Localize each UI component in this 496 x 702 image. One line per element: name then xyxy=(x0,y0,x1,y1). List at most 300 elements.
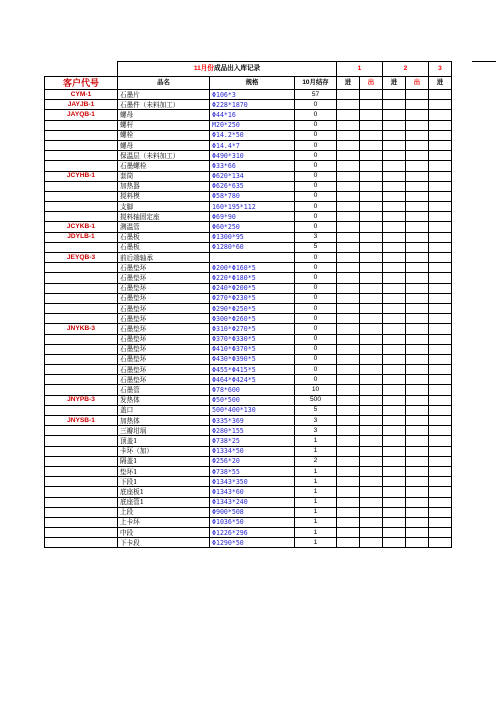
row-name-cell[interactable]: 顶盖1 xyxy=(118,436,210,446)
out-entry-cell[interactable] xyxy=(360,354,383,364)
row-code-cell[interactable]: JDYLB-1 xyxy=(45,232,118,242)
row-stock-cell[interactable]: 0 xyxy=(295,283,337,293)
row-code-cell[interactable] xyxy=(45,466,118,476)
out-entry-cell[interactable] xyxy=(360,140,383,150)
out-entry-cell[interactable] xyxy=(406,90,429,100)
in-entry-cell[interactable] xyxy=(337,334,360,344)
out-entry-cell[interactable] xyxy=(360,385,383,395)
in-entry-cell[interactable] xyxy=(429,456,452,466)
row-stock-cell[interactable]: 0 xyxy=(295,151,337,161)
row-spec-cell[interactable]: M20*250 xyxy=(210,120,295,130)
in-entry-cell[interactable] xyxy=(337,436,360,446)
out-entry-cell[interactable] xyxy=(406,517,429,527)
row-code-cell[interactable] xyxy=(45,538,118,548)
in-entry-cell[interactable] xyxy=(383,354,406,364)
row-name-cell[interactable]: 石墨板 xyxy=(118,232,210,242)
in-entry-cell[interactable] xyxy=(429,90,452,100)
in-entry-cell[interactable] xyxy=(383,507,406,517)
in-entry-cell[interactable] xyxy=(337,222,360,232)
in-entry-cell[interactable] xyxy=(383,416,406,426)
row-name-cell[interactable]: 套筒 xyxy=(118,171,210,181)
row-spec-cell[interactable]: Φ464*Φ424*5 xyxy=(210,375,295,385)
row-name-cell[interactable]: 石墨垫环 xyxy=(118,334,210,344)
in-entry-cell[interactable] xyxy=(337,120,360,130)
row-spec-cell[interactable]: Φ220*Φ180*5 xyxy=(210,273,295,283)
out-entry-cell[interactable] xyxy=(360,436,383,446)
row-stock-cell[interactable]: 1 xyxy=(295,507,337,517)
row-name-cell[interactable]: 加热体 xyxy=(118,416,210,426)
row-spec-cell[interactable]: Φ50*500 xyxy=(210,395,295,405)
row-stock-cell[interactable]: 0 xyxy=(295,181,337,191)
in-entry-cell[interactable] xyxy=(429,334,452,344)
in-entry-cell[interactable] xyxy=(383,395,406,405)
in-entry-cell[interactable] xyxy=(383,477,406,487)
in-entry-cell[interactable] xyxy=(337,293,360,303)
in-entry-cell[interactable] xyxy=(383,487,406,497)
in-entry-cell[interactable] xyxy=(337,314,360,324)
in-entry-cell[interactable] xyxy=(429,528,452,538)
row-name-cell[interactable]: 石墨垫环 xyxy=(118,365,210,375)
in-entry-cell[interactable] xyxy=(429,365,452,375)
in-entry-cell[interactable] xyxy=(337,212,360,222)
row-code-cell[interactable] xyxy=(45,517,118,527)
in-entry-cell[interactable] xyxy=(383,120,406,130)
in-entry-cell[interactable] xyxy=(383,314,406,324)
in-entry-cell[interactable] xyxy=(337,456,360,466)
out-entry-cell[interactable] xyxy=(406,507,429,517)
in-entry-cell[interactable] xyxy=(337,202,360,212)
in-entry-cell[interactable] xyxy=(429,181,452,191)
row-code-cell[interactable] xyxy=(45,202,118,212)
row-stock-cell[interactable]: 0 xyxy=(295,354,337,364)
out-entry-cell[interactable] xyxy=(406,456,429,466)
out-entry-cell[interactable] xyxy=(360,466,383,476)
out-entry-cell[interactable] xyxy=(360,283,383,293)
row-name-cell[interactable]: 搅料模 xyxy=(118,191,210,201)
row-name-cell[interactable]: 螺母 xyxy=(118,110,210,120)
out-entry-cell[interactable] xyxy=(406,477,429,487)
out-entry-cell[interactable] xyxy=(360,263,383,273)
row-name-cell[interactable]: 石墨螺栓 xyxy=(118,161,210,171)
row-spec-cell[interactable]: Φ1226*296 xyxy=(210,528,295,538)
out-entry-cell[interactable] xyxy=(406,253,429,263)
out-entry-cell[interactable] xyxy=(360,497,383,507)
in-entry-cell[interactable] xyxy=(337,416,360,426)
out-entry-cell[interactable] xyxy=(406,365,429,375)
row-stock-cell[interactable]: 0 xyxy=(295,191,337,201)
row-spec-cell[interactable]: Φ14.2*50 xyxy=(210,130,295,140)
row-spec-cell[interactable]: Φ626*635 xyxy=(210,181,295,191)
in-entry-cell[interactable] xyxy=(383,242,406,252)
out-entry-cell[interactable] xyxy=(360,416,383,426)
row-name-cell[interactable]: 发热体 xyxy=(118,395,210,405)
out-entry-cell[interactable] xyxy=(406,405,429,415)
in-entry-cell[interactable] xyxy=(383,283,406,293)
row-spec-cell[interactable]: Φ228*1870 xyxy=(210,100,295,110)
row-stock-cell[interactable]: 0 xyxy=(295,110,337,120)
row-code-cell[interactable]: JAYJB-1 xyxy=(45,100,118,110)
row-code-cell[interactable]: JNYPB-3 xyxy=(45,395,118,405)
in-entry-cell[interactable] xyxy=(337,477,360,487)
row-code-cell[interactable] xyxy=(45,140,118,150)
row-stock-cell[interactable]: 0 xyxy=(295,273,337,283)
row-spec-cell[interactable]: Φ270*Φ230*5 xyxy=(210,293,295,303)
out-entry-cell[interactable] xyxy=(360,344,383,354)
in-entry-cell[interactable] xyxy=(429,375,452,385)
row-code-cell[interactable] xyxy=(45,293,118,303)
out-entry-cell[interactable] xyxy=(360,171,383,181)
row-code-cell[interactable] xyxy=(45,344,118,354)
in-entry-cell[interactable] xyxy=(383,385,406,395)
row-spec-cell[interactable]: Φ1036*50 xyxy=(210,517,295,527)
in-entry-cell[interactable] xyxy=(337,253,360,263)
row-code-cell[interactable] xyxy=(45,181,118,191)
row-name-cell[interactable]: 石墨板 xyxy=(118,242,210,252)
out-entry-cell[interactable] xyxy=(406,161,429,171)
row-stock-cell[interactable]: 1 xyxy=(295,528,337,538)
row-spec-cell[interactable]: Φ1334*50 xyxy=(210,446,295,456)
row-stock-cell[interactable]: 0 xyxy=(295,161,337,171)
row-name-cell[interactable]: 石墨垫环 xyxy=(118,303,210,313)
out-entry-cell[interactable] xyxy=(406,202,429,212)
row-stock-cell[interactable]: 0 xyxy=(295,212,337,222)
out-entry-cell[interactable] xyxy=(406,283,429,293)
row-name-cell[interactable]: 上段 xyxy=(118,507,210,517)
out-entry-cell[interactable] xyxy=(406,334,429,344)
row-name-cell[interactable]: 中段 xyxy=(118,528,210,538)
out-entry-cell[interactable] xyxy=(406,222,429,232)
in-entry-cell[interactable] xyxy=(337,426,360,436)
in-entry-cell[interactable] xyxy=(383,110,406,120)
row-code-cell[interactable] xyxy=(45,212,118,222)
row-name-cell[interactable]: 底座板1 xyxy=(118,487,210,497)
out-entry-cell[interactable] xyxy=(406,344,429,354)
in-entry-cell[interactable] xyxy=(337,385,360,395)
row-stock-cell[interactable]: 0 xyxy=(295,202,337,212)
out-entry-cell[interactable] xyxy=(406,426,429,436)
in-entry-cell[interactable] xyxy=(337,405,360,415)
in-entry-cell[interactable] xyxy=(429,405,452,415)
out-entry-cell[interactable] xyxy=(360,405,383,415)
row-name-cell[interactable]: 石墨垫环 xyxy=(118,293,210,303)
row-name-cell[interactable]: 石墨件（未料加工） xyxy=(118,100,210,110)
row-spec-cell[interactable]: Φ106*3 xyxy=(210,90,295,100)
row-stock-cell[interactable]: 1 xyxy=(295,538,337,548)
row-name-cell[interactable]: 螺栓 xyxy=(118,130,210,140)
row-name-cell[interactable]: 上卡环 xyxy=(118,517,210,527)
row-stock-cell[interactable]: 0 xyxy=(295,303,337,313)
row-stock-cell[interactable]: 1 xyxy=(295,517,337,527)
row-spec-cell[interactable]: Φ1290*50 xyxy=(210,538,295,548)
row-code-cell[interactable]: CYM-1 xyxy=(45,90,118,100)
in-entry-cell[interactable] xyxy=(383,90,406,100)
in-entry-cell[interactable] xyxy=(383,436,406,446)
in-entry-cell[interactable] xyxy=(337,466,360,476)
in-entry-cell[interactable] xyxy=(429,344,452,354)
out-entry-cell[interactable] xyxy=(406,497,429,507)
in-entry-cell[interactable] xyxy=(429,120,452,130)
row-code-cell[interactable] xyxy=(45,477,118,487)
in-entry-cell[interactable] xyxy=(429,426,452,436)
row-stock-cell[interactable]: 3 xyxy=(295,232,337,242)
out-entry-cell[interactable] xyxy=(360,446,383,456)
out-entry-cell[interactable] xyxy=(406,314,429,324)
row-stock-cell[interactable]: 0 xyxy=(295,334,337,344)
in-entry-cell[interactable] xyxy=(429,253,452,263)
in-entry-cell[interactable] xyxy=(429,130,452,140)
row-name-cell[interactable]: 石墨垫环 xyxy=(118,324,210,334)
row-spec-cell[interactable]: Φ1300*95 xyxy=(210,232,295,242)
row-stock-cell[interactable]: 5 xyxy=(295,242,337,252)
row-code-cell[interactable]: JNYKB-3 xyxy=(45,324,118,334)
row-spec-cell[interactable]: Φ738*55 xyxy=(210,466,295,476)
out-entry-cell[interactable] xyxy=(360,375,383,385)
in-entry-cell[interactable] xyxy=(337,517,360,527)
in-entry-cell[interactable] xyxy=(337,528,360,538)
row-code-cell[interactable]: JEYQB-3 xyxy=(45,253,118,263)
out-entry-cell[interactable] xyxy=(360,395,383,405)
in-entry-cell[interactable] xyxy=(383,375,406,385)
in-entry-cell[interactable] xyxy=(429,477,452,487)
out-entry-cell[interactable] xyxy=(406,100,429,110)
in-entry-cell[interactable] xyxy=(337,375,360,385)
row-code-cell[interactable] xyxy=(45,497,118,507)
in-entry-cell[interactable] xyxy=(383,140,406,150)
row-name-cell[interactable]: 石墨垫环 xyxy=(118,344,210,354)
row-code-cell[interactable]: JAYQB-1 xyxy=(45,110,118,120)
out-entry-cell[interactable] xyxy=(360,181,383,191)
in-entry-cell[interactable] xyxy=(429,538,452,548)
row-code-cell[interactable] xyxy=(45,385,118,395)
row-spec-cell[interactable]: 500*400*130 xyxy=(210,405,295,415)
out-entry-cell[interactable] xyxy=(360,151,383,161)
row-stock-cell[interactable]: 1 xyxy=(295,497,337,507)
out-entry-cell[interactable] xyxy=(360,161,383,171)
row-spec-cell[interactable]: Φ1343*60 xyxy=(210,487,295,497)
row-stock-cell[interactable]: 3 xyxy=(295,426,337,436)
row-spec-cell[interactable]: Φ78*600 xyxy=(210,385,295,395)
in-entry-cell[interactable] xyxy=(383,253,406,263)
row-code-cell[interactable] xyxy=(45,263,118,273)
in-entry-cell[interactable] xyxy=(383,466,406,476)
in-entry-cell[interactable] xyxy=(383,181,406,191)
in-entry-cell[interactable] xyxy=(337,161,360,171)
row-stock-cell[interactable]: 0 xyxy=(295,375,337,385)
in-entry-cell[interactable] xyxy=(429,151,452,161)
row-code-cell[interactable] xyxy=(45,375,118,385)
in-entry-cell[interactable] xyxy=(429,324,452,334)
in-entry-cell[interactable] xyxy=(383,528,406,538)
row-name-cell[interactable]: 搅料轴固定座 xyxy=(118,212,210,222)
row-spec-cell[interactable]: Φ256*20 xyxy=(210,456,295,466)
row-spec-cell[interactable]: Φ58*780 xyxy=(210,191,295,201)
row-spec-cell[interactable]: Φ200*Φ160*5 xyxy=(210,263,295,273)
out-entry-cell[interactable] xyxy=(406,324,429,334)
row-code-cell[interactable] xyxy=(45,446,118,456)
out-entry-cell[interactable] xyxy=(360,90,383,100)
row-code-cell[interactable] xyxy=(45,303,118,313)
row-spec-cell[interactable]: Φ60*250 xyxy=(210,222,295,232)
in-entry-cell[interactable] xyxy=(337,324,360,334)
in-entry-cell[interactable] xyxy=(337,191,360,201)
in-entry-cell[interactable] xyxy=(337,100,360,110)
out-entry-cell[interactable] xyxy=(360,365,383,375)
in-entry-cell[interactable] xyxy=(429,110,452,120)
row-name-cell[interactable]: 石墨管 xyxy=(118,385,210,395)
in-entry-cell[interactable] xyxy=(429,100,452,110)
out-entry-cell[interactable] xyxy=(360,538,383,548)
out-entry-cell[interactable] xyxy=(406,303,429,313)
out-entry-cell[interactable] xyxy=(406,375,429,385)
in-entry-cell[interactable] xyxy=(383,344,406,354)
in-entry-cell[interactable] xyxy=(429,416,452,426)
row-stock-cell[interactable]: 57 xyxy=(295,90,337,100)
out-entry-cell[interactable] xyxy=(406,293,429,303)
out-entry-cell[interactable] xyxy=(406,181,429,191)
row-stock-cell[interactable]: 1 xyxy=(295,477,337,487)
row-name-cell[interactable]: 石墨垫环 xyxy=(118,375,210,385)
in-entry-cell[interactable] xyxy=(383,263,406,273)
row-spec-cell[interactable]: Φ1280*60 xyxy=(210,242,295,252)
in-entry-cell[interactable] xyxy=(337,365,360,375)
out-entry-cell[interactable] xyxy=(406,385,429,395)
in-entry-cell[interactable] xyxy=(383,538,406,548)
row-name-cell[interactable]: 石墨垫环 xyxy=(118,283,210,293)
in-entry-cell[interactable] xyxy=(337,303,360,313)
in-entry-cell[interactable] xyxy=(429,212,452,222)
row-stock-cell[interactable]: 10 xyxy=(295,385,337,395)
in-entry-cell[interactable] xyxy=(429,517,452,527)
out-entry-cell[interactable] xyxy=(360,253,383,263)
row-spec-cell[interactable]: Φ69*90 xyxy=(210,212,295,222)
out-entry-cell[interactable] xyxy=(406,140,429,150)
row-code-cell[interactable] xyxy=(45,528,118,538)
row-spec-cell[interactable]: Φ370*Φ330*5 xyxy=(210,334,295,344)
row-stock-cell[interactable]: 1 xyxy=(295,436,337,446)
out-entry-cell[interactable] xyxy=(360,528,383,538)
out-entry-cell[interactable] xyxy=(406,120,429,130)
out-entry-cell[interactable] xyxy=(406,446,429,456)
row-spec-cell[interactable]: Φ410*Φ370*5 xyxy=(210,344,295,354)
out-entry-cell[interactable] xyxy=(360,232,383,242)
row-name-cell[interactable]: 盖口 xyxy=(118,405,210,415)
row-code-cell[interactable] xyxy=(45,283,118,293)
in-entry-cell[interactable] xyxy=(429,314,452,324)
in-entry-cell[interactable] xyxy=(337,497,360,507)
in-entry-cell[interactable] xyxy=(383,171,406,181)
out-entry-cell[interactable] xyxy=(360,202,383,212)
out-entry-cell[interactable] xyxy=(360,477,383,487)
row-name-cell[interactable]: 底座管1 xyxy=(118,497,210,507)
in-entry-cell[interactable] xyxy=(383,497,406,507)
in-entry-cell[interactable] xyxy=(337,283,360,293)
out-entry-cell[interactable] xyxy=(360,487,383,497)
row-name-cell[interactable]: 石墨垫环 xyxy=(118,273,210,283)
row-name-cell[interactable]: 螺杆 xyxy=(118,120,210,130)
row-code-cell[interactable] xyxy=(45,507,118,517)
row-name-cell[interactable]: 下卡段 xyxy=(118,538,210,548)
in-entry-cell[interactable] xyxy=(337,446,360,456)
row-stock-cell[interactable]: 0 xyxy=(295,100,337,110)
row-spec-cell[interactable]: Φ900*508 xyxy=(210,507,295,517)
out-entry-cell[interactable] xyxy=(360,273,383,283)
row-spec-cell[interactable]: Φ290*Φ250*5 xyxy=(210,303,295,313)
row-code-cell[interactable]: JCYHB-1 xyxy=(45,171,118,181)
row-code-cell[interactable] xyxy=(45,120,118,130)
row-stock-cell[interactable]: 0 xyxy=(295,120,337,130)
out-entry-cell[interactable] xyxy=(360,324,383,334)
row-stock-cell[interactable]: 500 xyxy=(295,395,337,405)
out-entry-cell[interactable] xyxy=(360,303,383,313)
out-entry-cell[interactable] xyxy=(360,110,383,120)
in-entry-cell[interactable] xyxy=(383,446,406,456)
row-stock-cell[interactable]: 0 xyxy=(295,171,337,181)
in-entry-cell[interactable] xyxy=(383,232,406,242)
out-entry-cell[interactable] xyxy=(406,436,429,446)
out-entry-cell[interactable] xyxy=(406,212,429,222)
in-entry-cell[interactable] xyxy=(383,365,406,375)
out-entry-cell[interactable] xyxy=(360,191,383,201)
in-entry-cell[interactable] xyxy=(383,130,406,140)
out-entry-cell[interactable] xyxy=(406,171,429,181)
row-stock-cell[interactable]: 0 xyxy=(295,344,337,354)
in-entry-cell[interactable] xyxy=(383,405,406,415)
row-code-cell[interactable] xyxy=(45,487,118,497)
out-entry-cell[interactable] xyxy=(406,110,429,120)
row-stock-cell[interactable]: 5 xyxy=(295,405,337,415)
out-entry-cell[interactable] xyxy=(406,416,429,426)
row-stock-cell[interactable]: 1 xyxy=(295,446,337,456)
row-code-cell[interactable] xyxy=(45,314,118,324)
row-stock-cell[interactable]: 1 xyxy=(295,466,337,476)
out-entry-cell[interactable] xyxy=(406,395,429,405)
row-name-cell[interactable]: 三瓣坩埚 xyxy=(118,426,210,436)
in-entry-cell[interactable] xyxy=(429,466,452,476)
in-entry-cell[interactable] xyxy=(337,171,360,181)
out-entry-cell[interactable] xyxy=(406,273,429,283)
out-entry-cell[interactable] xyxy=(406,232,429,242)
in-entry-cell[interactable] xyxy=(429,242,452,252)
in-entry-cell[interactable] xyxy=(337,263,360,273)
out-entry-cell[interactable] xyxy=(406,528,429,538)
row-spec-cell[interactable]: Φ300*Φ260*5 xyxy=(210,314,295,324)
in-entry-cell[interactable] xyxy=(383,191,406,201)
in-entry-cell[interactable] xyxy=(429,283,452,293)
row-spec-cell[interactable]: Φ33*66 xyxy=(210,161,295,171)
row-code-cell[interactable] xyxy=(45,436,118,446)
in-entry-cell[interactable] xyxy=(383,273,406,283)
in-entry-cell[interactable] xyxy=(429,191,452,201)
row-name-cell[interactable]: 支脚 xyxy=(118,202,210,212)
row-stock-cell[interactable]: 2 xyxy=(295,456,337,466)
row-name-cell[interactable]: 石墨片 xyxy=(118,90,210,100)
row-code-cell[interactable]: JCYKB-1 xyxy=(45,222,118,232)
out-entry-cell[interactable] xyxy=(360,517,383,527)
out-entry-cell[interactable] xyxy=(360,242,383,252)
row-spec-cell[interactable]: Φ620*134 xyxy=(210,171,295,181)
in-entry-cell[interactable] xyxy=(337,242,360,252)
out-entry-cell[interactable] xyxy=(406,242,429,252)
row-name-cell[interactable]: 加热器 xyxy=(118,181,210,191)
in-entry-cell[interactable] xyxy=(337,344,360,354)
row-code-cell[interactable] xyxy=(45,151,118,161)
in-entry-cell[interactable] xyxy=(383,222,406,232)
in-entry-cell[interactable] xyxy=(337,538,360,548)
in-entry-cell[interactable] xyxy=(383,161,406,171)
in-entry-cell[interactable] xyxy=(337,140,360,150)
out-entry-cell[interactable] xyxy=(360,334,383,344)
row-code-cell[interactable]: JNYSB-1 xyxy=(45,416,118,426)
